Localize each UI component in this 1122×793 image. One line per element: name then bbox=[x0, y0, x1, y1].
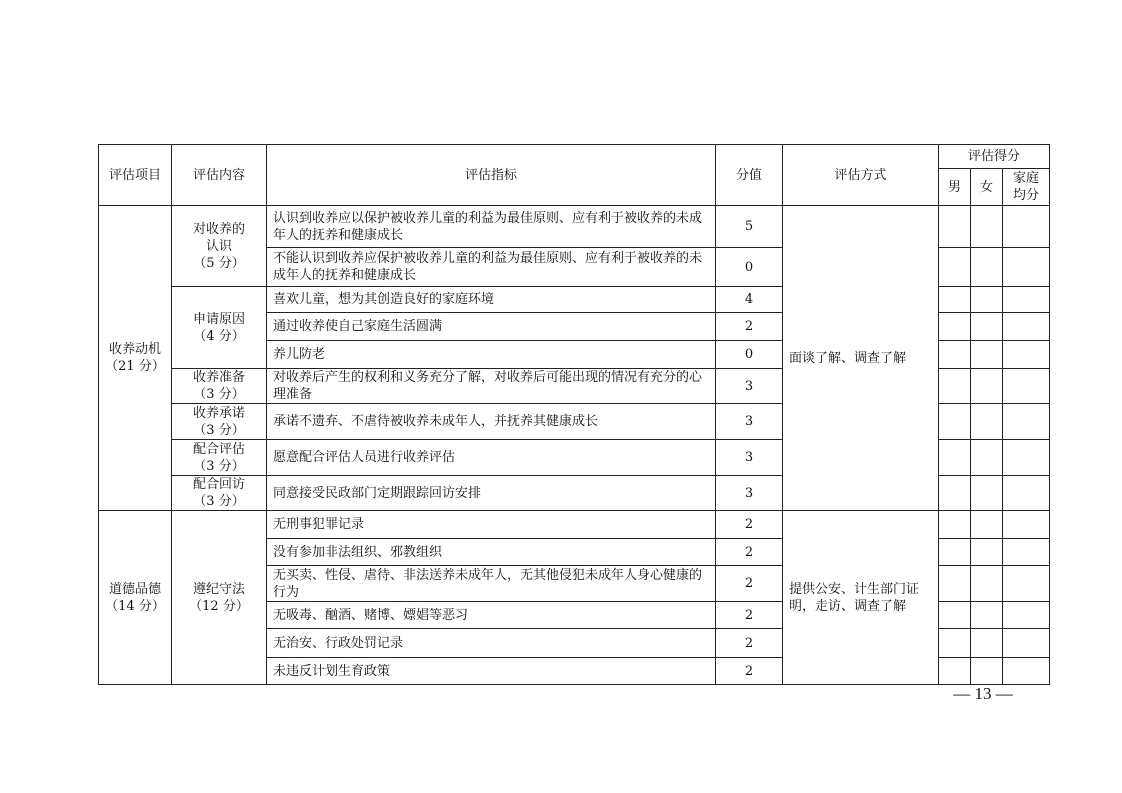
header-row bbox=[99, 145, 1050, 169]
score-family-cell bbox=[1003, 287, 1050, 313]
score-family-cell bbox=[1003, 629, 1050, 658]
score-cell: 3 bbox=[716, 440, 783, 476]
score-family-cell bbox=[1003, 341, 1050, 369]
score-female-cell bbox=[971, 341, 1003, 369]
score-female-cell bbox=[971, 511, 1003, 539]
eval-content-cell: 申请原因 （4 分） bbox=[172, 287, 267, 369]
score-male-cell bbox=[939, 658, 971, 685]
score-female-cell bbox=[971, 476, 1003, 511]
table-row bbox=[99, 206, 1050, 248]
header-male: 男 bbox=[939, 169, 971, 206]
score-family-cell bbox=[1003, 369, 1050, 404]
indicator-cell: 不能认识到收养应保护被收养儿童的利益为最佳原则、应有利于被收养的未成年人的抚养和健康成长 bbox=[267, 248, 716, 287]
eval-content-cell: 收养承诺 （3 分） bbox=[172, 404, 267, 440]
score-family-cell bbox=[1003, 566, 1050, 602]
eval-item-cell: 收养动机 （21 分） bbox=[99, 206, 172, 511]
score-family-cell bbox=[1003, 440, 1050, 476]
method-cell: 面谈了解、调查了解 bbox=[783, 206, 939, 511]
eval-content-cell: 收养准备 （3 分） bbox=[172, 369, 267, 404]
score-cell: 2 bbox=[716, 629, 783, 658]
score-male-cell bbox=[939, 566, 971, 602]
header-method: 评估方式 bbox=[783, 145, 939, 206]
indicator-cell: 无吸毒、酗酒、赌博、嫖娼等恶习 bbox=[267, 602, 716, 629]
score-family-cell bbox=[1003, 206, 1050, 248]
indicator-cell: 无治安、行政处罚记录 bbox=[267, 629, 716, 658]
score-male-cell bbox=[939, 248, 971, 287]
indicator-cell: 通过收养使自己家庭生活圆满 bbox=[267, 313, 716, 341]
score-male-cell bbox=[939, 206, 971, 248]
score-cell: 3 bbox=[716, 369, 783, 404]
score-female-cell bbox=[971, 404, 1003, 440]
score-male-cell bbox=[939, 313, 971, 341]
header-content: 评估内容 bbox=[172, 145, 267, 206]
score-female-cell bbox=[971, 440, 1003, 476]
header-indicator: 评估指标 bbox=[267, 145, 716, 206]
score-male-cell bbox=[939, 369, 971, 404]
score-female-cell bbox=[971, 313, 1003, 341]
header-result: 评估得分 bbox=[939, 145, 1050, 169]
score-family-cell bbox=[1003, 313, 1050, 341]
score-cell: 3 bbox=[716, 476, 783, 511]
score-male-cell bbox=[939, 476, 971, 511]
eval-content-cell: 遵纪守法 （12 分） bbox=[172, 511, 267, 685]
score-cell: 2 bbox=[716, 566, 783, 602]
indicator-cell: 同意接受民政部门定期跟踪回访安排 bbox=[267, 476, 716, 511]
indicator-cell: 未违反计划生育政策 bbox=[267, 658, 716, 685]
score-male-cell bbox=[939, 629, 971, 658]
indicator-cell: 没有参加非法组织、邪教组织 bbox=[267, 539, 716, 566]
score-family-cell bbox=[1003, 248, 1050, 287]
score-female-cell bbox=[971, 248, 1003, 287]
score-cell: 2 bbox=[716, 658, 783, 685]
evaluation-table bbox=[98, 144, 1050, 685]
indicator-cell: 对收养后产生的权利和义务充分了解，对收养后可能出现的情况有充分的心理准备 bbox=[267, 369, 716, 404]
score-male-cell bbox=[939, 404, 971, 440]
indicator-cell: 喜欢儿童，想为其创造良好的家庭环境 bbox=[267, 287, 716, 313]
score-cell: 2 bbox=[716, 313, 783, 341]
score-cell: 2 bbox=[716, 539, 783, 566]
score-cell: 3 bbox=[716, 404, 783, 440]
eval-item-cell: 道德品德 （14 分） bbox=[99, 511, 172, 685]
header-score: 分值 bbox=[716, 145, 783, 206]
score-cell: 2 bbox=[716, 511, 783, 539]
score-male-cell bbox=[939, 287, 971, 313]
header-item: 评估项目 bbox=[99, 145, 172, 206]
table-row bbox=[99, 511, 1050, 539]
score-family-cell bbox=[1003, 476, 1050, 511]
score-male-cell bbox=[939, 341, 971, 369]
header-female: 女 bbox=[971, 169, 1003, 206]
score-female-cell bbox=[971, 539, 1003, 566]
indicator-cell: 养儿防老 bbox=[267, 341, 716, 369]
score-male-cell bbox=[939, 511, 971, 539]
score-family-cell bbox=[1003, 404, 1050, 440]
score-family-cell bbox=[1003, 539, 1050, 566]
score-cell: 5 bbox=[716, 206, 783, 248]
indicator-cell: 愿意配合评估人员进行收养评估 bbox=[267, 440, 716, 476]
header-family: 家庭 均分 bbox=[1003, 169, 1050, 206]
indicator-cell: 认识到收养应以保护被收养儿童的利益为最佳原则、应有利于被收养的未成年人的抚养和健康成长 bbox=[267, 206, 716, 248]
score-family-cell bbox=[1003, 602, 1050, 629]
score-female-cell bbox=[971, 629, 1003, 658]
score-female-cell bbox=[971, 566, 1003, 602]
score-cell: 2 bbox=[716, 602, 783, 629]
method-cell: 提供公安、计生部门证明，走访、调查了解 bbox=[783, 511, 939, 685]
score-cell: 0 bbox=[716, 248, 783, 287]
indicator-cell: 无买卖、性侵、虐待、非法送养未成年人，无其他侵犯未成年人身心健康的行为 bbox=[267, 566, 716, 602]
score-family-cell bbox=[1003, 511, 1050, 539]
score-cell: 0 bbox=[716, 341, 783, 369]
eval-content-cell: 对收养的 认识 （5 分） bbox=[172, 206, 267, 287]
indicator-cell: 无刑事犯罪记录 bbox=[267, 511, 716, 539]
score-female-cell bbox=[971, 287, 1003, 313]
eval-content-cell: 配合评估 （3 分） bbox=[172, 440, 267, 476]
score-male-cell bbox=[939, 539, 971, 566]
score-male-cell bbox=[939, 602, 971, 629]
eval-content-cell: 配合回访 （3 分） bbox=[172, 476, 267, 511]
score-female-cell bbox=[971, 658, 1003, 685]
score-cell: 4 bbox=[716, 287, 783, 313]
score-family-cell bbox=[1003, 658, 1050, 685]
score-female-cell bbox=[971, 602, 1003, 629]
score-male-cell bbox=[939, 440, 971, 476]
indicator-cell: 承诺不遗弃、不虐待被收养未成年人，并抚养其健康成长 bbox=[267, 404, 716, 440]
score-female-cell bbox=[971, 206, 1003, 248]
page-number: — 13 — bbox=[953, 684, 1013, 703]
score-female-cell bbox=[971, 369, 1003, 404]
